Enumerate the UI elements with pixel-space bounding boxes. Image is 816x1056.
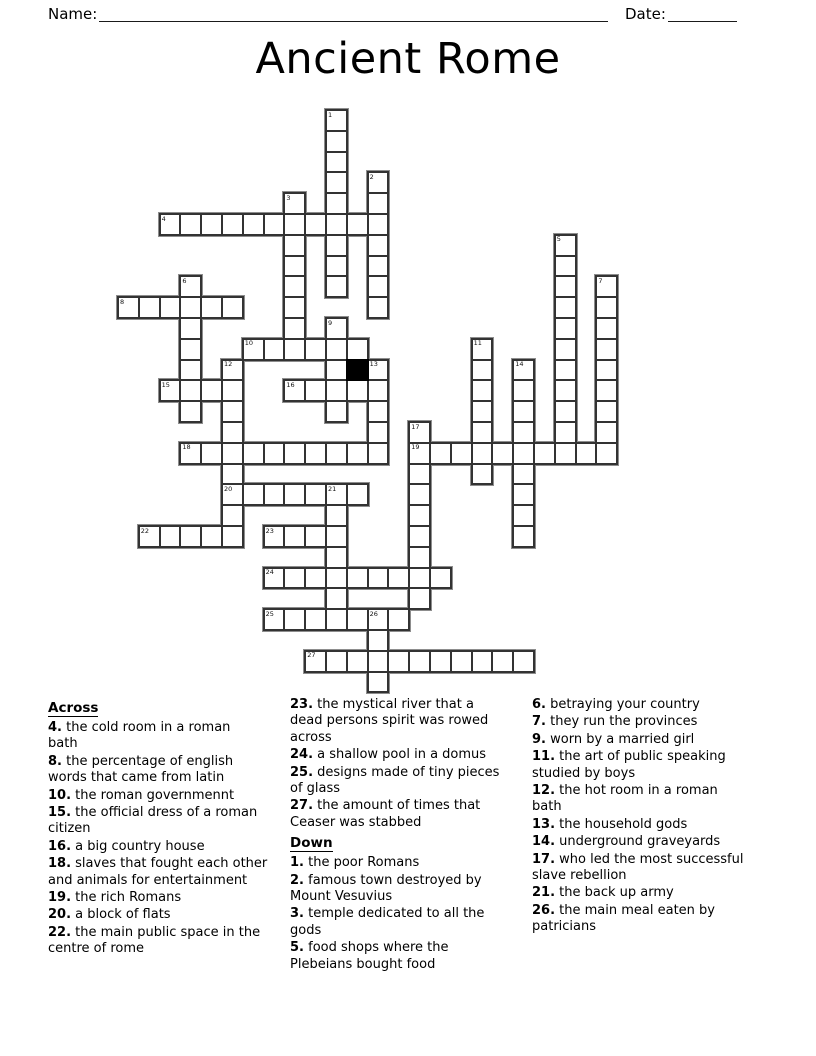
clue-number: 12. — [532, 783, 556, 799]
grid-cell-r22-c8[interactable] — [283, 567, 306, 590]
grid-cell-r11-c3[interactable] — [179, 338, 202, 361]
grid-cell-r6-c12[interactable] — [367, 234, 390, 257]
grid-cell-r9-c8[interactable] — [283, 296, 306, 319]
name-label: Name: — [48, 5, 98, 23]
grid-cell-r26-c18[interactable] — [491, 650, 514, 673]
grid-cell-r20-c8[interactable] — [283, 525, 306, 548]
clue-number: 3. — [290, 906, 304, 922]
grid-cell-r9-c5[interactable] — [221, 296, 244, 319]
grid-cell-r24-c10[interactable] — [325, 608, 348, 631]
grid-number-14: 14 — [515, 360, 524, 369]
clue-across-19: 19. the rich Romans — [48, 890, 182, 906]
grid-cell-r5-c9[interactable] — [304, 213, 327, 236]
clues-column-2 — [290, 697, 530, 974]
grid-cell-r24-c9[interactable] — [304, 608, 327, 631]
grid-cell-r10-c23[interactable] — [595, 317, 618, 340]
grid-cell-r24-c11[interactable] — [346, 608, 369, 631]
clue-number: 10. — [48, 787, 72, 803]
grid-cell-r5-c6[interactable] — [242, 213, 265, 236]
grid-number-24: 24 — [265, 568, 274, 577]
grid-cell-r14-c19[interactable] — [512, 400, 535, 423]
grid-cell-r20-c2[interactable] — [159, 525, 182, 548]
clue-across-16: 16. a big country house — [48, 838, 205, 854]
grid-number-3: 3 — [286, 193, 291, 202]
grid-cell-r22-c14[interactable] — [408, 567, 431, 590]
clue-across-18: 18. slaves that fought each other and animals for entertainment — [48, 856, 268, 888]
grid-number-13: 13 — [369, 360, 378, 369]
grid-cell-r7-c8[interactable] — [283, 255, 306, 278]
grid-cell-r5-c4[interactable] — [200, 213, 223, 236]
grid-number-6: 6 — [182, 276, 187, 285]
grid-cell-r5-c10[interactable] — [325, 213, 348, 236]
grid-cell-r5-c11[interactable] — [346, 213, 369, 236]
grid-cell-r22-c10[interactable] — [325, 567, 348, 590]
grid-cell-r6-c8[interactable] — [283, 234, 306, 257]
grid-cell-r24-c8[interactable] — [283, 608, 306, 631]
grid-cell-r12-c3[interactable] — [179, 359, 202, 382]
grid-cell-r13-c11[interactable] — [346, 379, 369, 402]
grid-cell-r4-c12[interactable] — [367, 192, 390, 215]
grid-cell-r14-c23[interactable] — [595, 400, 618, 423]
clue-number: 5. — [290, 940, 304, 956]
grid-cell-r9-c3[interactable] — [179, 296, 202, 319]
clues-column-3 — [532, 697, 772, 937]
clue-down-12: 12. the hot room in a roman bath — [532, 783, 718, 815]
grid-cell-r20-c10[interactable] — [325, 525, 348, 548]
grid-cell-r2-c10[interactable] — [325, 151, 348, 174]
grid-cell-r21-c10[interactable] — [325, 546, 348, 569]
grid-cell-r20-c5[interactable] — [221, 525, 244, 548]
grid-cell-r26-c11[interactable] — [346, 650, 369, 673]
grid-cell-r19-c5[interactable] — [221, 504, 244, 527]
clue-down-2: 2. famous town destroyed by Mount Vesuvius — [290, 872, 482, 905]
grid-cell-r24-c13[interactable] — [387, 608, 410, 631]
clue-number: 20. — [48, 907, 72, 923]
grid-cell-r12-c10[interactable] — [325, 359, 348, 382]
grid-cell-r10-c21[interactable] — [554, 317, 577, 340]
clue-number: 22. — [48, 924, 72, 940]
date-label: Date: — [625, 5, 666, 23]
grid-cell-r15-c21[interactable] — [554, 421, 577, 444]
clue-across-20: 20. a block of flats — [48, 907, 171, 923]
clue-down-6: 6. betraying your country — [532, 697, 700, 712]
clue-across-24: 24. a shallow pool in a domus — [290, 747, 487, 763]
grid-cell-r15-c5[interactable] — [221, 421, 244, 444]
grid-cell-r12-c23[interactable] — [595, 359, 618, 382]
grid-cell-r13-c21[interactable] — [554, 379, 577, 402]
clue-number: 8. — [48, 753, 62, 769]
clue-down-9: 9. worn by a married girl — [532, 731, 695, 747]
grid-cell-r22-c12[interactable] — [367, 567, 390, 590]
clue-down-11: 11. the art of public speaking studied by boys — [532, 749, 726, 781]
grid-cell-r14-c5[interactable] — [221, 400, 244, 423]
grid-cell-r9-c23[interactable] — [595, 296, 618, 319]
grid-number-16: 16 — [286, 380, 295, 389]
grid-cell-r6-c10[interactable] — [325, 234, 348, 257]
grid-number-20: 20 — [224, 484, 233, 493]
grid-cell-r18-c11[interactable] — [346, 483, 369, 506]
grid-cell-r16-c9[interactable] — [304, 442, 327, 465]
grid-cell-r8-c10[interactable] — [325, 275, 348, 298]
grid-cell-r9-c1[interactable] — [138, 296, 161, 319]
grid-cell-r23-c14[interactable] — [408, 587, 431, 610]
grid-cell-r5-c8[interactable] — [283, 213, 306, 236]
down-header: Down — [290, 835, 333, 852]
grid-cell-r26-c13[interactable] — [387, 650, 410, 673]
grid-number-2: 2 — [369, 172, 374, 181]
clue-across-15: 15. the official dress of a roman citizen — [48, 805, 258, 837]
grid-number-5: 5 — [556, 235, 561, 244]
grid-number-23: 23 — [265, 526, 274, 535]
grid-cell-r23-c10[interactable] — [325, 587, 348, 610]
clues-column-1 — [48, 697, 288, 959]
grid-cell-r18-c8[interactable] — [283, 483, 306, 506]
grid-cell-r26-c15[interactable] — [429, 650, 452, 673]
clue-down-14: 14. underground graveyards — [532, 834, 721, 850]
grid-cell-r20-c14[interactable] — [408, 525, 431, 548]
grid-cell-r9-c2[interactable] — [159, 296, 182, 319]
grid-cell-r16-c16[interactable] — [450, 442, 473, 465]
grid-cell-r7-c12[interactable] — [367, 255, 390, 278]
grid-number-18: 18 — [182, 443, 191, 452]
grid-cell-r11-c23[interactable] — [595, 338, 618, 361]
clue-number: 25. — [290, 764, 314, 780]
grid-cell-r16-c21[interactable] — [554, 442, 577, 465]
clue-down-3: 3. temple dedicated to all the gods — [290, 906, 485, 938]
grid-cell-r8-c21[interactable] — [554, 275, 577, 298]
clue-number: 18. — [48, 856, 72, 872]
grid-cell-r11-c8[interactable] — [283, 338, 306, 361]
grid-cell-r26-c12[interactable] — [367, 650, 390, 673]
grid-cell-r22-c13[interactable] — [387, 567, 410, 590]
grid-cell-r16-c8[interactable] — [283, 442, 306, 465]
clue-number: 19. — [48, 890, 72, 906]
grid-cell-r10-c3[interactable] — [179, 317, 202, 340]
clue-down-26: 26. the main meal eaten by patricians — [532, 902, 715, 935]
grid-number-8: 8 — [120, 297, 125, 306]
grid-cell-r13-c9[interactable] — [304, 379, 327, 402]
grid-cell-r16-c17[interactable] — [471, 442, 494, 465]
grid-cell-r17-c19[interactable] — [512, 463, 535, 486]
grid-cell-r22-c9[interactable] — [304, 567, 327, 590]
grid-cell-r20-c9[interactable] — [304, 525, 327, 548]
clue-number: 4. — [48, 720, 62, 735]
grid-number-11: 11 — [473, 339, 482, 348]
clue-number: 15. — [48, 805, 72, 821]
clue-down-7: 7. they run the provinces — [532, 714, 698, 730]
clue-down-17: 17. who led the most successful slave rebellion — [532, 851, 744, 884]
grid-cell-r11-c9[interactable] — [304, 338, 327, 361]
clue-number: 14. — [532, 834, 556, 850]
grid-cell-r8-c12[interactable] — [367, 275, 390, 298]
grid-cell-r11-c21[interactable] — [554, 338, 577, 361]
grid-cell-r5-c7[interactable] — [263, 213, 286, 236]
grid-number-10: 10 — [244, 339, 254, 348]
clue-number: 2. — [290, 872, 304, 888]
grid-cell-r14-c21[interactable] — [554, 400, 577, 423]
clue-number: 26. — [532, 902, 556, 918]
grid-cell-r18-c6[interactable] — [242, 483, 265, 506]
grid-cell-r16-c23[interactable] — [595, 442, 618, 465]
grid-cell-r11-c11[interactable] — [346, 338, 369, 361]
grid-cell-r9-c4[interactable] — [200, 296, 223, 319]
grid-cell-r22-c15[interactable] — [429, 567, 452, 590]
clue-number: 27. — [290, 798, 314, 814]
grid-cell-r17-c5[interactable] — [221, 463, 244, 486]
clue-down-5: 5. food shops where the Plebeians bought food — [290, 940, 449, 972]
grid-cell-r15-c23[interactable] — [595, 421, 618, 444]
grid-cell-r13-c23[interactable] — [595, 379, 618, 402]
grid-cell-r15-c17[interactable] — [471, 421, 494, 444]
clue-number: 17. — [532, 851, 556, 867]
grid-cell-r13-c17[interactable] — [471, 379, 494, 402]
grid-cell-r18-c9[interactable] — [304, 483, 327, 506]
grid-number-12: 12 — [224, 360, 233, 369]
grid-cell-r13-c4[interactable] — [200, 379, 223, 402]
grid-number-19: 19 — [411, 443, 420, 452]
grid-cell-r16-c5[interactable] — [221, 442, 244, 465]
grid-cell-r4-c10[interactable] — [325, 192, 348, 215]
grid-cell-r26-c17[interactable] — [471, 650, 494, 673]
clue-across-22: 22. the main public space in the centre of rome — [48, 924, 261, 957]
clue-number: 9. — [532, 731, 546, 747]
grid-cell-r9-c12[interactable] — [367, 296, 390, 319]
grid-number-7: 7 — [598, 276, 603, 285]
grid-cell-r16-c20[interactable] — [533, 442, 556, 465]
clue-number: 7. — [532, 714, 546, 730]
grid-number-26: 26 — [369, 609, 378, 618]
grid-cell-r1-c10[interactable] — [325, 130, 348, 153]
grid-cell-r16-c6[interactable] — [242, 442, 265, 465]
grid-cell-r19-c10[interactable] — [325, 504, 348, 527]
clue-number: 16. — [48, 838, 72, 854]
grid-cell-r15-c19[interactable] — [512, 421, 535, 444]
grid-cell-r14-c17[interactable] — [471, 400, 494, 423]
grid-cell-r7-c21[interactable] — [554, 255, 577, 278]
clue-across-23: 23. the mystical river that a dead persons spirit was rowed across — [290, 697, 489, 745]
grid-number-21: 21 — [328, 484, 337, 493]
grid-cell-r25-c12[interactable] — [367, 629, 390, 652]
grid-cell-r20-c4[interactable] — [200, 525, 223, 548]
page-title: Ancient Rome — [255, 34, 561, 84]
grid-cell-r18-c14[interactable] — [408, 483, 431, 506]
grid-cell-r26-c14[interactable] — [408, 650, 431, 673]
grid-number-15: 15 — [161, 380, 170, 389]
clue-number: 24. — [290, 747, 314, 763]
clue-down-21: 21. the back up army — [532, 885, 674, 901]
grid-cell-r17-c14[interactable] — [408, 463, 431, 486]
grid-number-22: 22 — [140, 526, 150, 535]
grid-cell-r20-c19[interactable] — [512, 525, 535, 548]
grid-cell-r27-c12[interactable] — [367, 671, 390, 694]
grid-cell-r11-c7[interactable] — [263, 338, 286, 361]
across-header: Across — [48, 700, 99, 716]
grid-cell-r10-c8[interactable] — [283, 317, 306, 340]
grid-number-4: 4 — [161, 214, 166, 223]
grid-cell-r15-c12[interactable] — [367, 421, 390, 444]
grid-cell-r7-c10[interactable] — [325, 255, 348, 278]
grid-cell-r13-c19[interactable] — [512, 379, 535, 402]
clue-number: 21. — [532, 885, 556, 901]
grid-cell-r11-c10[interactable] — [325, 338, 348, 361]
grid-cell-r22-c11[interactable] — [346, 567, 369, 590]
grid-number-25: 25 — [265, 609, 274, 618]
clue-down-1: 1. the poor Romans — [290, 855, 420, 871]
clue-number: 13. — [532, 816, 556, 832]
grid-cell-r19-c14[interactable] — [408, 504, 431, 527]
clue-across-10: 10. the roman governmennt — [48, 787, 235, 803]
grid-cell-r26-c19[interactable] — [512, 650, 535, 673]
clue-across-27: 27. the amount of times that Ceaser was stabbed — [290, 798, 481, 830]
clue-across-4: 4. the cold room in a roman bath — [48, 720, 231, 752]
grid-number-9: 9 — [328, 318, 333, 327]
clue-number: 1. — [290, 855, 304, 871]
clue-number: 11. — [532, 749, 556, 765]
grid-cell-r16-c12[interactable] — [367, 442, 390, 465]
grid-cell-r18-c19[interactable] — [512, 483, 535, 506]
clue-number: 6. — [532, 697, 546, 712]
grid-cell-r13-c3[interactable] — [179, 379, 202, 402]
grid-cell-r13-c5[interactable] — [221, 379, 244, 402]
grid-cell-r5-c12[interactable] — [367, 213, 390, 236]
grid-cell-r12-c21[interactable] — [554, 359, 577, 382]
grid-cell-r16-c19[interactable] — [512, 442, 535, 465]
grid-cell-r13-c10[interactable] — [325, 379, 348, 402]
grid-cell-r12-c17[interactable] — [471, 359, 494, 382]
grid-cell-r16-c4[interactable] — [200, 442, 223, 465]
clue-across-8: 8. the percentage of english words that came from latin — [48, 753, 234, 786]
grid-cell-r14-c3[interactable] — [179, 400, 202, 423]
grid-cell-r8-c8[interactable] — [283, 275, 306, 298]
grid-cell-r5-c3[interactable] — [179, 213, 202, 236]
grid-cell-r13-c12[interactable] — [367, 379, 390, 402]
grid-cell-r17-c17[interactable] — [471, 463, 494, 486]
grid-cell-r5-c5[interactable] — [221, 213, 244, 236]
grid-number-17: 17 — [411, 422, 420, 431]
grid-cell-r16-c18[interactable] — [491, 442, 514, 465]
grid-cell-r14-c10[interactable] — [325, 400, 348, 423]
grid-cell-r26-c16[interactable] — [450, 650, 473, 673]
clue-number: 23. — [290, 697, 314, 712]
grid-cell-r9-c21[interactable] — [554, 296, 577, 319]
grid-cell-r16-c10[interactable] — [325, 442, 348, 465]
grid-cell-r16-c22[interactable] — [575, 442, 598, 465]
grid-cell-r21-c14[interactable] — [408, 546, 431, 569]
grid-cell-r26-c10[interactable] — [325, 650, 348, 673]
grid-number-27: 27 — [307, 651, 316, 660]
grid-cell-r16-c7[interactable] — [263, 442, 286, 465]
clue-down-13: 13. the household gods — [532, 816, 688, 832]
grid-cell-r14-c12[interactable] — [367, 400, 390, 423]
clue-across-25: 25. designs made of tiny pieces of glass — [290, 764, 500, 797]
grid-black-cell-r12-c11 — [346, 359, 369, 382]
grid-cell-r16-c15[interactable] — [429, 442, 452, 465]
grid-cell-r16-c11[interactable] — [346, 442, 369, 465]
grid-cell-r20-c3[interactable] — [179, 525, 202, 548]
grid-number-1: 1 — [328, 110, 333, 119]
grid-cell-r18-c7[interactable] — [263, 483, 286, 506]
grid-cell-r3-c10[interactable] — [325, 171, 348, 194]
grid-cell-r19-c19[interactable] — [512, 504, 535, 527]
